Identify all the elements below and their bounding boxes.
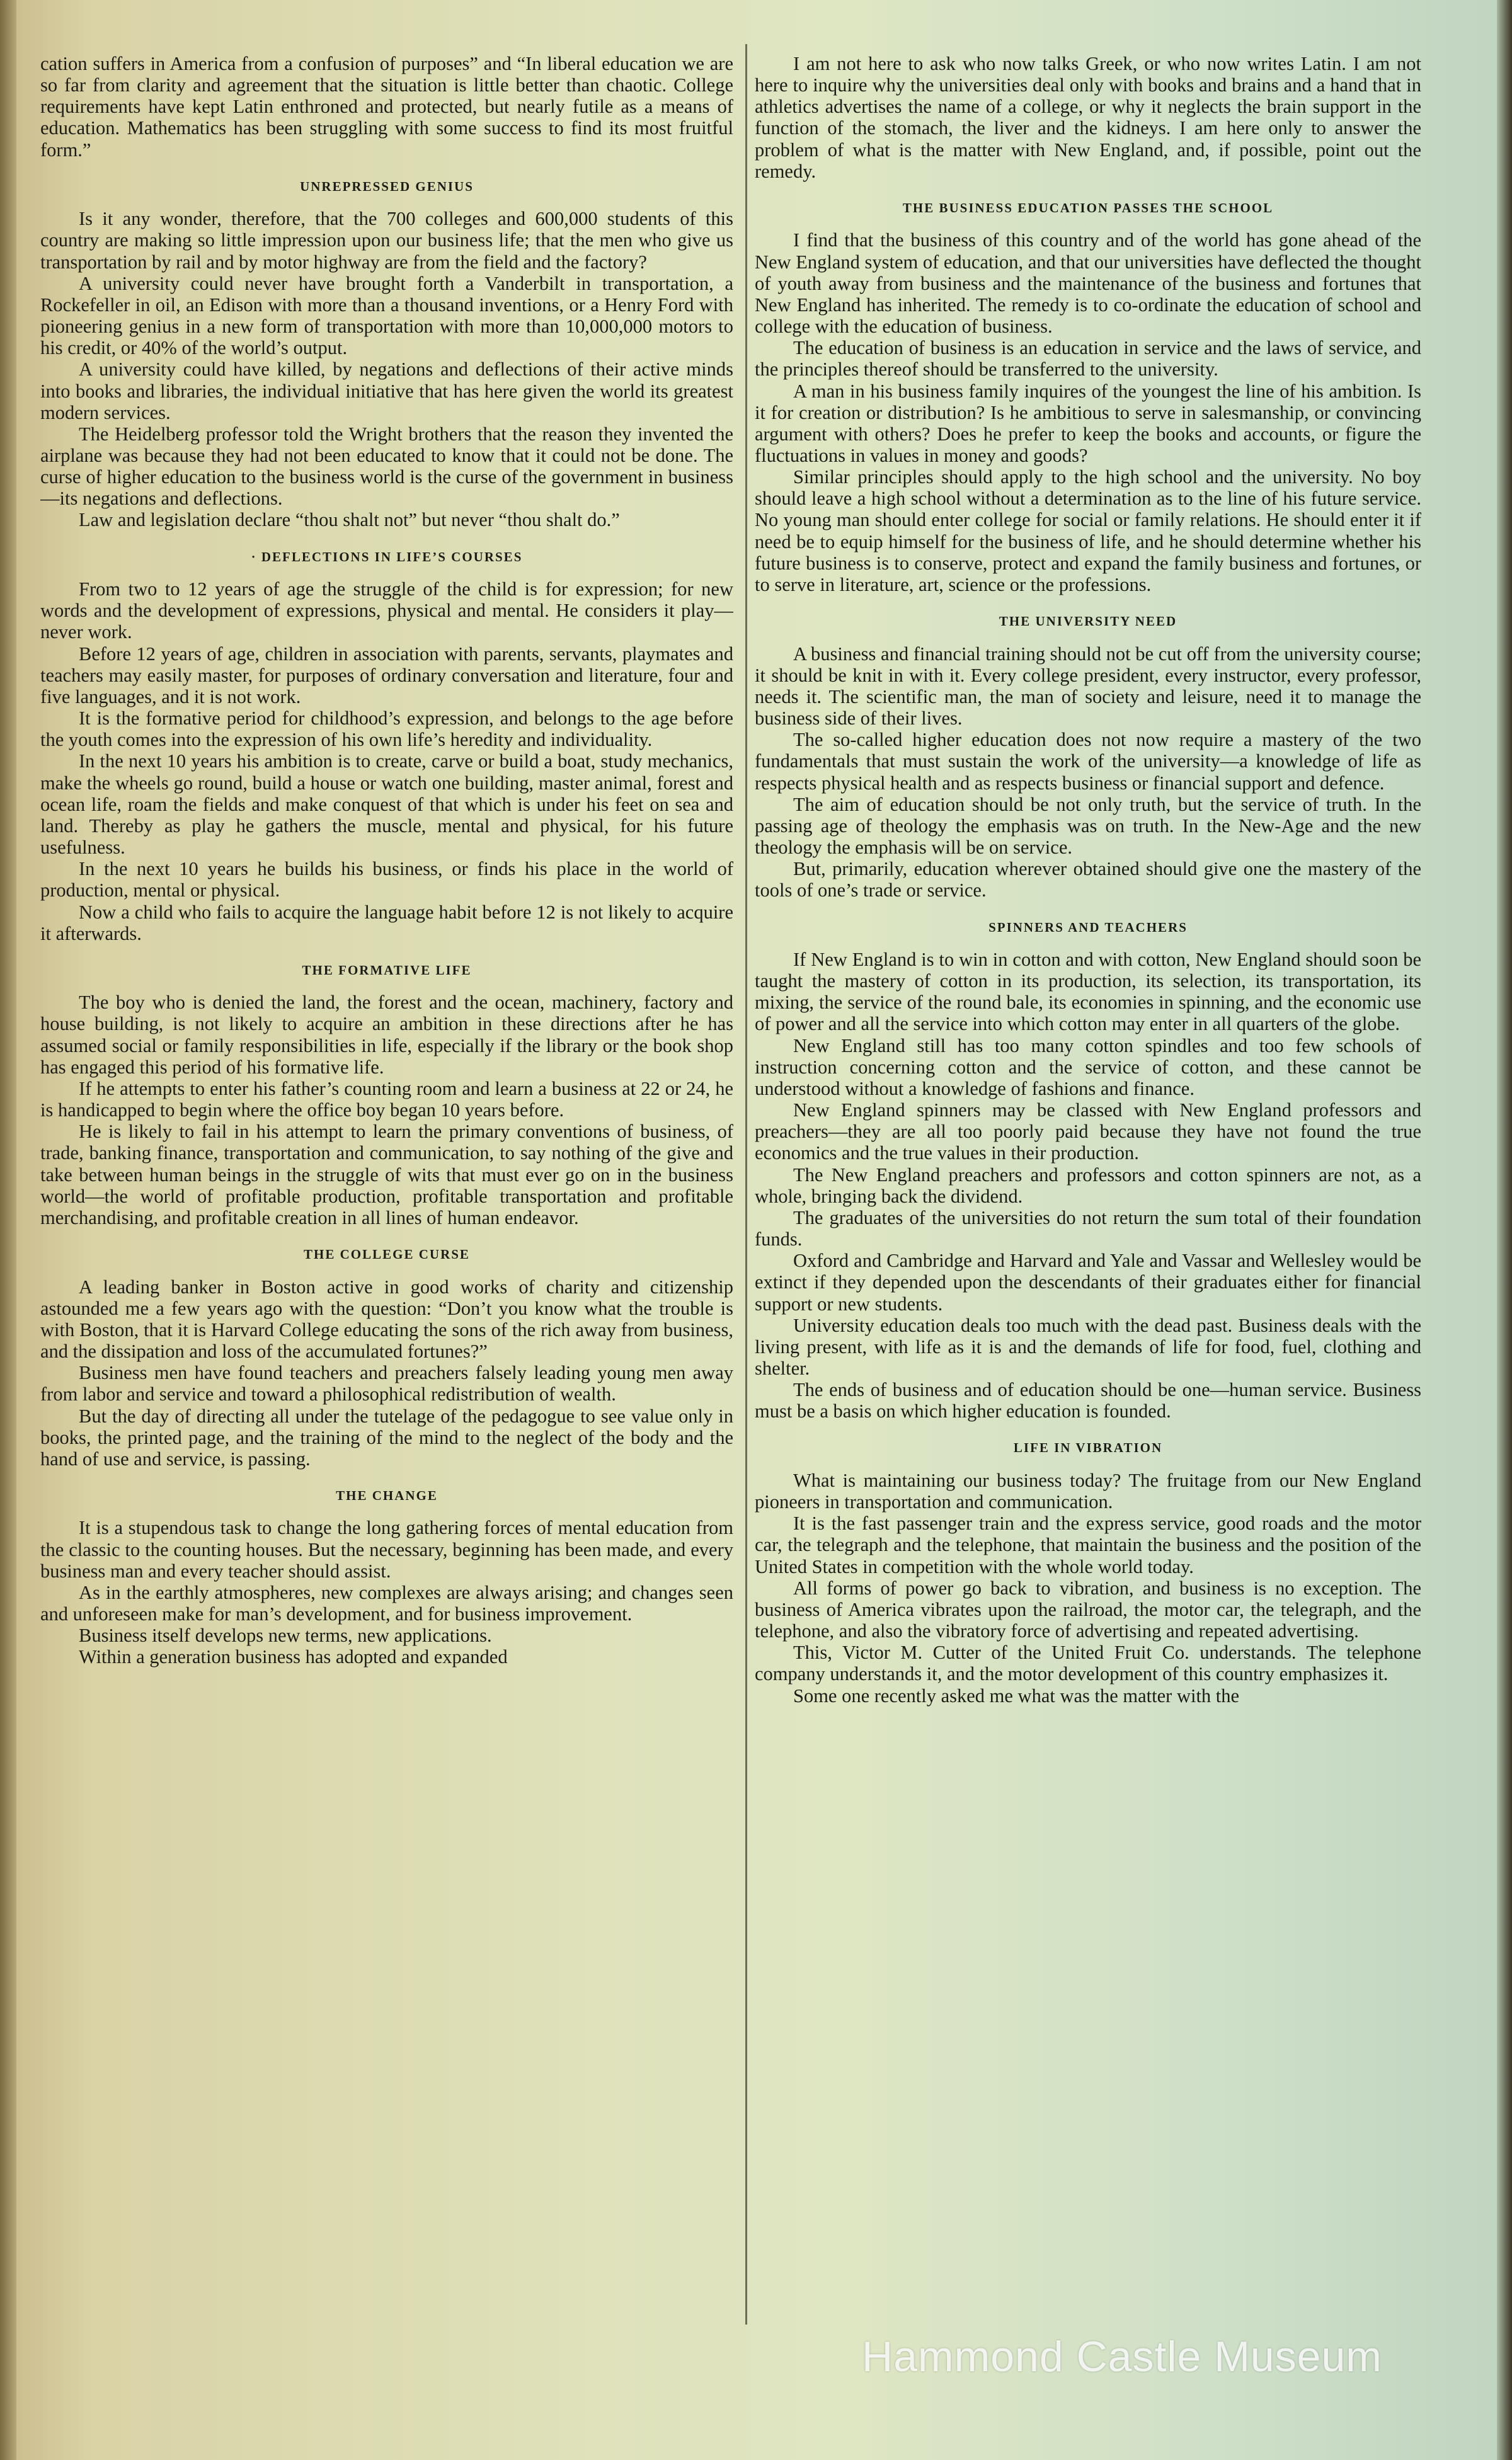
paragraph: Oxford and Cambridge and Harvard and Yale and Vassar and Wellesley would be extinct if they depended upon the descendants of their graduates either for financial support or new students. (755, 1250, 1421, 1315)
watermark: Hammond Castle Museum (862, 2333, 1382, 2381)
column-divider (745, 44, 747, 2325)
paragraph: The education of business is an education in service and the laws of service, and the principles thereof should be transferred to the university. (755, 337, 1421, 380)
paragraph: Some one recently asked me what was the matter with the (793, 1685, 1240, 1707)
section-heading: THE COLLEGE CURSE (304, 1247, 470, 1262)
paragraph: Within a generation business has adopted and expanded (79, 1646, 508, 1668)
paragraph: As in the earthly atmospheres, new complexes are always arising; and changes seen and unforeseen make for man’s development, and for business improvement. (40, 1581, 733, 1625)
paragraph: A university could never have brought forth a Vanderbilt in transportation, a Rockefeller in oil, an Edison with more than a thousand inventions, or a Henry Ford with pioneering genius in a new form of transportation with more than 10,000,000 motors to his credit, or 40% of the world’s output. (40, 272, 733, 359)
paragraph: The ends of business and of education should be one—human service. Business must be a basis on which higher education is founded. (755, 1379, 1421, 1422)
right-column (755, 53, 1421, 2327)
paragraph: Business itself develops new terms, new applications. (79, 1625, 492, 1647)
paragraph: New England spinners may be classed with New England professors and preachers—they are all too poorly paid because they have not found the true economics and the true values in their production. (755, 1099, 1421, 1164)
paragraph: If New England is to win in cotton and with cotton, New England should soon be taught the mastery of cotton in its production, its selection, its transportation, its mixing, the service of the round bale, its economies in spinning, and the economic use of power and all the service into which cotton may enter in all quarters of the globe. (755, 949, 1421, 1035)
section-heading: SPINNERS AND TEACHERS (988, 919, 1188, 935)
section-heading: · DEFLECTIONS IN LIFE’S COURSES (251, 549, 523, 564)
paragraph: The so-called higher education does not now require a mastery of the two fundamentals that must sustain the work of the university—a knowledge of life as respects physical health and as respects business or financial support and defence. (755, 729, 1421, 794)
paragraph: It is the fast passenger train and the express service, good roads and the motor car, the telegraph and the telephone, that maintain the business and the position of the United States in competition with the whole world today. (755, 1513, 1421, 1577)
paragraph: The graduates of the universities do not return the sum total of their foundation funds. (755, 1206, 1421, 1250)
paragraph: A leading banker in Boston active in good works of charity and citizenship astounded me a few years ago with the question: “Don’t you know what the trouble is with Boston, that it is Harvard College educating the sons of the rich away from business, and the dissipation and loss of the accumulated fortunes?” (40, 1276, 733, 1363)
paragraph: The aim of education should be not only truth, but the service of truth. In the passing age of theology the emphasis was on truth. In the New-Age and the new theology the emphasis will be on service. (755, 793, 1421, 859)
paragraph: It is a stupendous task to change the long gathering forces of mental education from the classic to the counting houses. But the necessary, beginning has been made, and every business man and every teacher should assist. (40, 1517, 733, 1582)
paragraph: A university could have killed, by negations and deflections of their active minds into books and libraries, the individual initiative that has here given the world its greatest modern services. (40, 358, 733, 423)
paragraph: The boy who is denied the land, the forest and the ocean, machinery, factory and house building, is not likely to acquire an ambition in these directions after he has assumed social or family responsibilities in life, especially if the library or the book shop has engaged this period of his formative life. (40, 992, 733, 1078)
paragraph: What is maintaining our business today? The fruitage from our New England pioneers in transportation and communication. (755, 1469, 1421, 1513)
page-left-edge (0, 0, 16, 2460)
paragraph: I am not here to ask who now talks Greek, or who now writes Latin. I am not here to inquire why the universities deal only with books and brains and a hand that in athletics advertises the name of a college, or why it neglects the brain support in the function of the stomach, the liver and the kidneys. I am here only to answer the problem of what is the matter with New England, and, if possible, point out the remedy. (755, 53, 1421, 182)
paragraph: In the next 10 years he builds his business, or finds his place in the world of production, mental or physical. (40, 858, 733, 901)
paragraph: From two to 12 years of age the struggle of the child is for expression; for new words and the development of expressions, physical and mental. He considers it play—never work. (40, 578, 733, 643)
paragraph: All forms of power go back to vibration, and business is no exception. The business of America vibrates upon the railroad, the motor car, the telegraph, and the telephone, and also the vibratory force of advertising and repeated advertising. (755, 1577, 1421, 1642)
left-column (40, 53, 733, 2327)
paragraph: A business and financial training should not be cut off from the university course; it should be knit in with it. Every college president, every instructor, every professor, needs it. The scientific man, the man of society and leisure, need it to manage the business side of their lives. (755, 643, 1421, 729)
section-heading: THE BUSINESS EDUCATION PASSES THE SCHOOL (902, 200, 1274, 215)
paragraph: The New England preachers and professors and cotton spinners are not, as a whole, bringing back the dividend. (755, 1164, 1421, 1207)
section-heading: THE UNIVERSITY NEED (999, 614, 1177, 629)
paragraph: He is likely to fail in his attempt to learn the primary conventions of business, of trade, banking finance, transportation and communication, to say nothing of the give and take between human beings in the struggle of wits that must ever go on in the business world—the world of profitable production, profitable transportation and profitable merchandising, and profitable creation in all lines of human endeavor. (40, 1121, 733, 1228)
section-heading: LIFE IN VIBRATION (1013, 1440, 1163, 1456)
paragraph: I find that the business of this country and of the world has gone ahead of the New England system of education, and that our universities have deflected the thought of youth away from business and the maintenance of the business and fortunes that New England has inherited. The remedy is to co-ordinate the education of school and college with the education of business. (755, 229, 1421, 338)
paragraph: In the next 10 years his ambition is to create, carve or build a boat, study mechanics, make the wheels go round, build a house or watch one building, master animal, forest and ocean life, roam the fields and make conquest of that which is under his feet on sea and land. Thereby as play he gathers the muscle, mental and physical, for his future usefulness. (40, 750, 733, 859)
paragraph: If he attempts to enter his father’s counting room and learn a business at 22 or 24, he is handicapped to begin where the office boy began 10 years before. (40, 1077, 733, 1121)
paragraph: Law and legislation declare “thou shalt not” but never “thou shalt do.” (79, 509, 620, 531)
section-heading: THE FORMATIVE LIFE (302, 962, 472, 978)
section-heading: THE CHANGE (336, 1487, 438, 1503)
paragraph: The Heidelberg professor told the Wright brothers that the reason they invented the airplane was because they had not been educated to know that it could not be done. The curse of higher education to the business world is the curse of the government in business—its negations and deflections. (40, 423, 733, 510)
paragraph: But the day of directing all under the tutelage of the pedagogue to see value only in books, the printed page, and the training of the mind to the neglect of the body and the hand of use and service, is passing. (40, 1405, 733, 1470)
paragraph: It is the formative period for childhood’s expression, and belongs to the age before the youth comes into the expression of his own life’s heredity and individuality. (40, 707, 733, 751)
paragraph: Now a child who fails to acquire the language habit before 12 is not likely to acquire it afterwards. (40, 901, 733, 944)
section-heading: UNREPRESSED GENIUS (300, 178, 474, 194)
paragraph: University education deals too much with the dead past. Business deals with the living present, with life as it is and the demands of life for food, fuel, clothing and shelter. (755, 1314, 1421, 1379)
paragraph: Business men have found teachers and preachers falsely leading young men away from labor and service and toward a philosophical redistribution of wealth. (40, 1362, 733, 1405)
paragraph: Before 12 years of age, children in association with parents, servants, playmates and teachers may easily master, for purposes of ordinary conversation and literature, four and five languages, and it is not work. (40, 643, 733, 707)
paragraph: A man in his business family inquires of the youngest the line of his ambition. Is it for creation or distribution? Is he ambitious to serve in salesmanship, or convincing argument with others? Does he prefer to keep the books and accounts, or figure the fluctuations in values in money and goods? (755, 380, 1421, 467)
paragraph: Is it any wonder, therefore, that the 700 colleges and 600,000 students of this country are making so little impression upon our business life; that the men who give us transportation by rail and by motor highway are from the field and the factory? (40, 208, 733, 273)
paragraph: But, primarily, education wherever obtained should give one the mastery of the tools of one’s trade or service. (755, 858, 1421, 901)
page-right-edge (1497, 0, 1512, 2460)
paragraph: This, Victor M. Cutter of the United Fruit Co. understands. The telephone company understands it, and the motor development of this country emphasizes it. (755, 1642, 1421, 1685)
paragraph: New England still has too many cotton spindles and too few schools of instruction concerning cotton and the service of cotton, and these cannot be understood without a knowledge of fashions and finance. (755, 1034, 1421, 1099)
paragraph: cation suffers in America from a confusion of purposes” and “In liberal education we are so far from clarity and agreement that the situation is little better than chaotic. College requirements have kept Latin enthroned and protected, but nearly futile as a means of education. Mathematics has been struggling with some success to find its most fruitful form.” (40, 53, 733, 161)
paragraph: Similar principles should apply to the high school and the university. No boy should leave a high school without a determination as to the line of his future service. No young man should enter college for social or family relations. He should enter it if need be to equip himself for the business of life, and he should determine whether his future business is to conserve, protect and expand the family business and fortunes, or to serve in literature, art, science or the professions. (755, 466, 1421, 595)
